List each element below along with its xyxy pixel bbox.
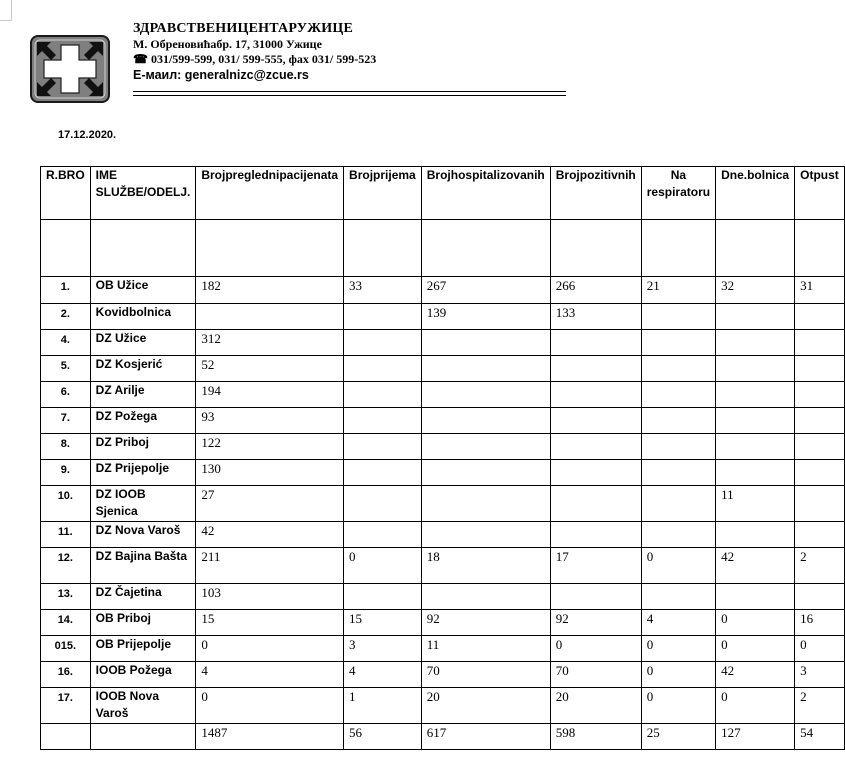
total-cell: 25 — [641, 724, 715, 750]
value-cell — [196, 304, 344, 330]
value-cell: 130 — [196, 460, 344, 486]
value-cell — [795, 408, 845, 434]
service-name: IOOB Nova Varoš — [90, 688, 196, 724]
table-row — [41, 688, 845, 724]
value-cell: 133 — [550, 304, 641, 330]
value-cell: 0 — [196, 636, 344, 662]
phone-fax: ☎ 031/599-599, 031/ 599-555, фах 031/ 599-523 — [133, 52, 377, 66]
value-cell: 32 — [716, 277, 795, 304]
service-name: DZ Požega — [90, 408, 196, 434]
column-header: Brojprijema — [344, 167, 422, 220]
service-name: DZ Kosjerić — [90, 356, 196, 382]
blank-row — [41, 220, 845, 277]
letterhead — [133, 21, 376, 83]
value-cell: 0 — [641, 636, 715, 662]
row-number: 5. — [41, 356, 91, 382]
value-cell: 42 — [716, 662, 795, 688]
total-cell: 617 — [421, 724, 550, 750]
service-name: OB Užice — [90, 277, 196, 304]
column-header: Brojpreglednipacijenata — [196, 167, 344, 220]
value-cell: 70 — [550, 662, 641, 688]
table-row — [41, 434, 845, 460]
value-cell — [641, 304, 715, 330]
total-cell: 598 — [550, 724, 641, 750]
value-cell — [550, 434, 641, 460]
value-cell: 194 — [196, 382, 344, 408]
value-cell: 31 — [795, 277, 845, 304]
value-cell — [550, 356, 641, 382]
table-row — [41, 584, 845, 610]
service-name: DZ Užice — [90, 330, 196, 356]
value-cell — [716, 460, 795, 486]
value-cell — [795, 522, 845, 548]
header-row — [41, 167, 845, 220]
row-number: 17. — [41, 688, 91, 724]
totals-row — [41, 724, 845, 750]
value-cell: 18 — [421, 548, 550, 584]
value-cell: 3 — [795, 662, 845, 688]
value-cell — [550, 460, 641, 486]
table-row — [41, 636, 845, 662]
value-cell — [716, 522, 795, 548]
row-number: 13. — [41, 584, 91, 610]
value-cell — [795, 584, 845, 610]
table-row — [41, 610, 845, 636]
value-cell: 2 — [795, 548, 845, 584]
row-number: 14. — [41, 610, 91, 636]
value-cell: 21 — [641, 277, 715, 304]
value-cell — [421, 584, 550, 610]
report-date: 17.12.2020. — [58, 129, 117, 141]
column-header: Brojhospitalizovanih — [421, 167, 550, 220]
value-cell — [344, 330, 422, 356]
service-name: DZ Prijepolje — [90, 460, 196, 486]
value-cell — [641, 522, 715, 548]
value-cell — [641, 408, 715, 434]
value-cell — [421, 460, 550, 486]
value-cell: 2 — [795, 688, 845, 724]
total-cell: 127 — [716, 724, 795, 750]
table-row — [41, 408, 845, 434]
value-cell — [641, 434, 715, 460]
value-cell: 42 — [716, 548, 795, 584]
value-cell: 0 — [716, 610, 795, 636]
value-cell: 0 — [641, 662, 715, 688]
table-row — [41, 382, 845, 408]
value-cell: 0 — [641, 548, 715, 584]
value-cell: 15 — [344, 610, 422, 636]
value-cell — [421, 486, 550, 522]
email: Е-маил: generalnizc@zcue.rs — [133, 68, 309, 82]
organization-name: ЗДРАВСТВЕНИЦЕНТАРУЖИЦЕ — [133, 21, 353, 36]
value-cell: 4 — [196, 662, 344, 688]
value-cell — [421, 382, 550, 408]
value-cell: 27 — [196, 486, 344, 522]
service-name: DZ Nova Varoš — [90, 522, 196, 548]
service-name: DZ Bajina Bašta — [90, 548, 196, 584]
row-number: 12. — [41, 548, 91, 584]
column-header: Dne.bolnica — [716, 167, 795, 220]
value-cell: 4 — [344, 662, 422, 688]
value-cell — [421, 434, 550, 460]
table-row — [41, 330, 845, 356]
table-row — [41, 662, 845, 688]
column-header: Brojpozitivnih — [550, 167, 641, 220]
value-cell — [344, 434, 422, 460]
report-table — [40, 166, 845, 750]
value-cell — [795, 460, 845, 486]
service-name: OB Prijepolje — [90, 636, 196, 662]
value-cell — [641, 356, 715, 382]
value-cell — [641, 584, 715, 610]
value-cell — [716, 584, 795, 610]
value-cell — [795, 434, 845, 460]
table-row — [41, 486, 845, 522]
value-cell: 11 — [421, 636, 550, 662]
value-cell — [344, 486, 422, 522]
row-number: 10. — [41, 486, 91, 522]
value-cell: 3 — [344, 636, 422, 662]
value-cell — [716, 382, 795, 408]
value-cell: 103 — [196, 584, 344, 610]
value-cell — [641, 486, 715, 522]
table-row — [41, 277, 845, 304]
value-cell — [641, 460, 715, 486]
value-cell — [550, 522, 641, 548]
value-cell — [795, 304, 845, 330]
service-name: Kovidbolnica — [90, 304, 196, 330]
value-cell: 92 — [421, 610, 550, 636]
table-row — [41, 548, 845, 584]
service-name: OB Priboj — [90, 610, 196, 636]
value-cell: 312 — [196, 330, 344, 356]
value-cell — [716, 434, 795, 460]
total-cell: 54 — [795, 724, 845, 750]
health-center-logo — [30, 35, 110, 103]
service-name: DZ Čajetina — [90, 584, 196, 610]
value-cell — [716, 304, 795, 330]
value-cell: 93 — [196, 408, 344, 434]
value-cell — [716, 356, 795, 382]
value-cell: 16 — [795, 610, 845, 636]
page-edge — [11, 0, 12, 20]
row-number: 2. — [41, 304, 91, 330]
value-cell: 33 — [344, 277, 422, 304]
row-number: 015. — [41, 636, 91, 662]
value-cell — [716, 330, 795, 356]
value-cell: 211 — [196, 548, 344, 584]
value-cell — [641, 330, 715, 356]
value-cell: 266 — [550, 277, 641, 304]
value-cell — [344, 408, 422, 434]
value-cell: 0 — [196, 688, 344, 724]
value-cell: 182 — [196, 277, 344, 304]
value-cell: 139 — [421, 304, 550, 330]
table-row — [41, 304, 845, 330]
value-cell: 70 — [421, 662, 550, 688]
value-cell — [795, 330, 845, 356]
value-cell: 0 — [641, 688, 715, 724]
page-edge — [0, 20, 12, 21]
column-header: Na respiratoru — [641, 167, 715, 220]
value-cell: 92 — [550, 610, 641, 636]
address: М. Обреновићабр. 17, 31000 Ужице — [133, 37, 322, 51]
service-name: IOOB Požega — [90, 662, 196, 688]
row-number: 16. — [41, 662, 91, 688]
value-cell: 11 — [716, 486, 795, 522]
value-cell: 1 — [344, 688, 422, 724]
value-cell — [344, 356, 422, 382]
row-number: 4. — [41, 330, 91, 356]
value-cell — [795, 356, 845, 382]
value-cell: 0 — [716, 688, 795, 724]
value-cell — [421, 356, 550, 382]
column-header: IME SLUŽBE/ODELJ. — [90, 167, 196, 220]
row-number: 7. — [41, 408, 91, 434]
row-number: 9. — [41, 460, 91, 486]
value-cell — [550, 584, 641, 610]
row-number: 6. — [41, 382, 91, 408]
value-cell: 42 — [196, 522, 344, 548]
column-header: Otpust — [795, 167, 845, 220]
value-cell — [716, 408, 795, 434]
value-cell: 15 — [196, 610, 344, 636]
value-cell — [550, 486, 641, 522]
value-cell: 17 — [550, 548, 641, 584]
value-cell — [550, 330, 641, 356]
value-cell: 0 — [344, 548, 422, 584]
value-cell — [344, 522, 422, 548]
value-cell: 0 — [716, 636, 795, 662]
value-cell — [550, 382, 641, 408]
value-cell — [421, 330, 550, 356]
value-cell — [795, 486, 845, 522]
value-cell — [344, 382, 422, 408]
value-cell — [344, 460, 422, 486]
table-row — [41, 460, 845, 486]
service-name: DZ Arilje — [90, 382, 196, 408]
header-rule — [133, 91, 566, 92]
column-header: R.BRO — [41, 167, 91, 220]
table-row — [41, 356, 845, 382]
header-rule — [133, 95, 566, 96]
value-cell: 0 — [550, 636, 641, 662]
value-cell — [421, 408, 550, 434]
value-cell: 0 — [795, 636, 845, 662]
service-name: DZ Priboj — [90, 434, 196, 460]
value-cell: 52 — [196, 356, 344, 382]
value-cell: 122 — [196, 434, 344, 460]
service-name: DZ IOOB Sjenica — [90, 486, 196, 522]
value-cell — [344, 304, 422, 330]
value-cell — [344, 584, 422, 610]
value-cell: 20 — [421, 688, 550, 724]
value-cell — [795, 382, 845, 408]
value-cell — [641, 382, 715, 408]
value-cell: 4 — [641, 610, 715, 636]
value-cell: 20 — [550, 688, 641, 724]
row-number: 8. — [41, 434, 91, 460]
value-cell — [550, 408, 641, 434]
total-cell: 56 — [344, 724, 422, 750]
table-row — [41, 522, 845, 548]
row-number: 1. — [41, 277, 91, 304]
value-cell — [421, 522, 550, 548]
row-number: 11. — [41, 522, 91, 548]
value-cell: 267 — [421, 277, 550, 304]
total-cell: 1487 — [196, 724, 344, 750]
